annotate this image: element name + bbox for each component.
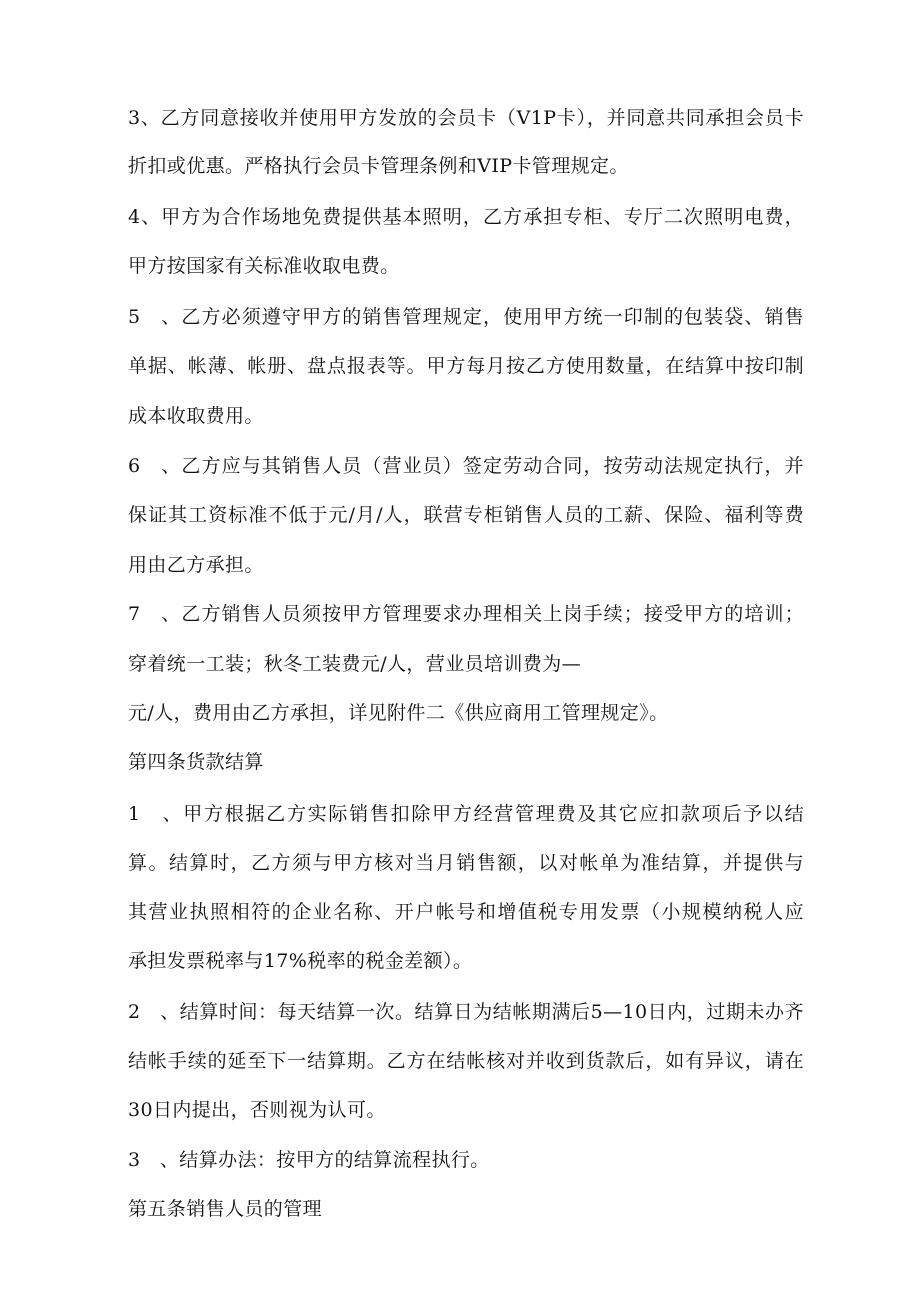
text-line-settlement-2-part-3: 30日内提出，否则视为认可。 xyxy=(128,1099,386,1121)
text-line-clause-3-part-2: 折扣或优惠。严格执行会员卡管理条例和VIP卡管理规定。 xyxy=(128,155,629,177)
text-line-clause-4-part-2: 甲方按国家有关标准收取电费。 xyxy=(128,255,400,277)
section-heading-sales-staff-management: 第五条销售人员的管理 xyxy=(128,1198,323,1220)
text-line-settlement-2-part-1: 2 、结算时间：每天结算一次。结算日为结帐期满后5—10日内，过期未办齐 xyxy=(128,1001,804,1023)
text-line-clause-3-part-1: 3、乙方同意接收并使用甲方发放的会员卡（V1P卡），并同意共同承担会员卡 xyxy=(128,107,804,129)
text-line-clause-7-part-3: 元/人，费用由乙方承担，详见附件二《供应商用工管理规定》。 xyxy=(128,702,669,724)
text-line-clause-5-part-3: 成本收取费用。 xyxy=(128,405,264,427)
text-line-settlement-1-part-3: 其营业执照相符的企业名称、开户帐号和增值税专用发票（小规模纳税人应 xyxy=(128,901,804,923)
text-line-clause-7-part-1: 7 、乙方销售人员须按甲方管理要求办理相关上岗手续；接受甲方的培训； xyxy=(128,603,804,625)
text-line-settlement-3: 3 、结算办法：按甲方的结算流程执行。 xyxy=(128,1149,490,1171)
text-line-clause-5-part-2: 单据、帐薄、帐册、盘点报表等。甲方每月按乙方使用数量，在结算中按印制 xyxy=(128,355,804,377)
text-line-clause-6-part-1: 6 、乙方应与其销售人员（营业员）签定劳动合同，按劳动法规定执行，并 xyxy=(128,455,804,477)
text-line-clause-5-part-1: 5 、乙方必须遵守甲方的销售管理规定，使用甲方统一印制的包装袋、销售 xyxy=(128,306,804,328)
text-line-settlement-2-part-2: 结帐手续的延至下一结算期。乙方在结帐核对并收到货款后，如有异议，请在 xyxy=(128,1050,804,1072)
text-line-clause-4-part-1: 4、甲方为合作场地免费提供基本照明，乙方承担专柜、专厅二次照明电费， xyxy=(128,206,804,228)
text-line-clause-7-part-2: 穿着统一工装；秋冬工装费元/人，营业员培训费为— xyxy=(128,653,582,675)
text-line-clause-6-part-3: 用由乙方承担。 xyxy=(128,554,264,576)
text-line-settlement-1-part-2: 算。结算时，乙方须与甲方核对当月销售额，以对帐单为准结算，并提供与 xyxy=(128,852,804,874)
text-line-clause-6-part-2: 保证其工资标准不低于元/月/人，联营专柜销售人员的工薪、保险、福利等费 xyxy=(128,504,804,526)
text-line-settlement-1-part-1: 1 、甲方根据乙方实际销售扣除甲方经营管理费及其它应扣款项后予以结 xyxy=(128,803,804,825)
text-line-settlement-1-part-4: 承担发票税率与17%税率的税金差额）。 xyxy=(128,950,473,972)
section-heading-payment-settlement: 第四条货款结算 xyxy=(128,751,264,773)
